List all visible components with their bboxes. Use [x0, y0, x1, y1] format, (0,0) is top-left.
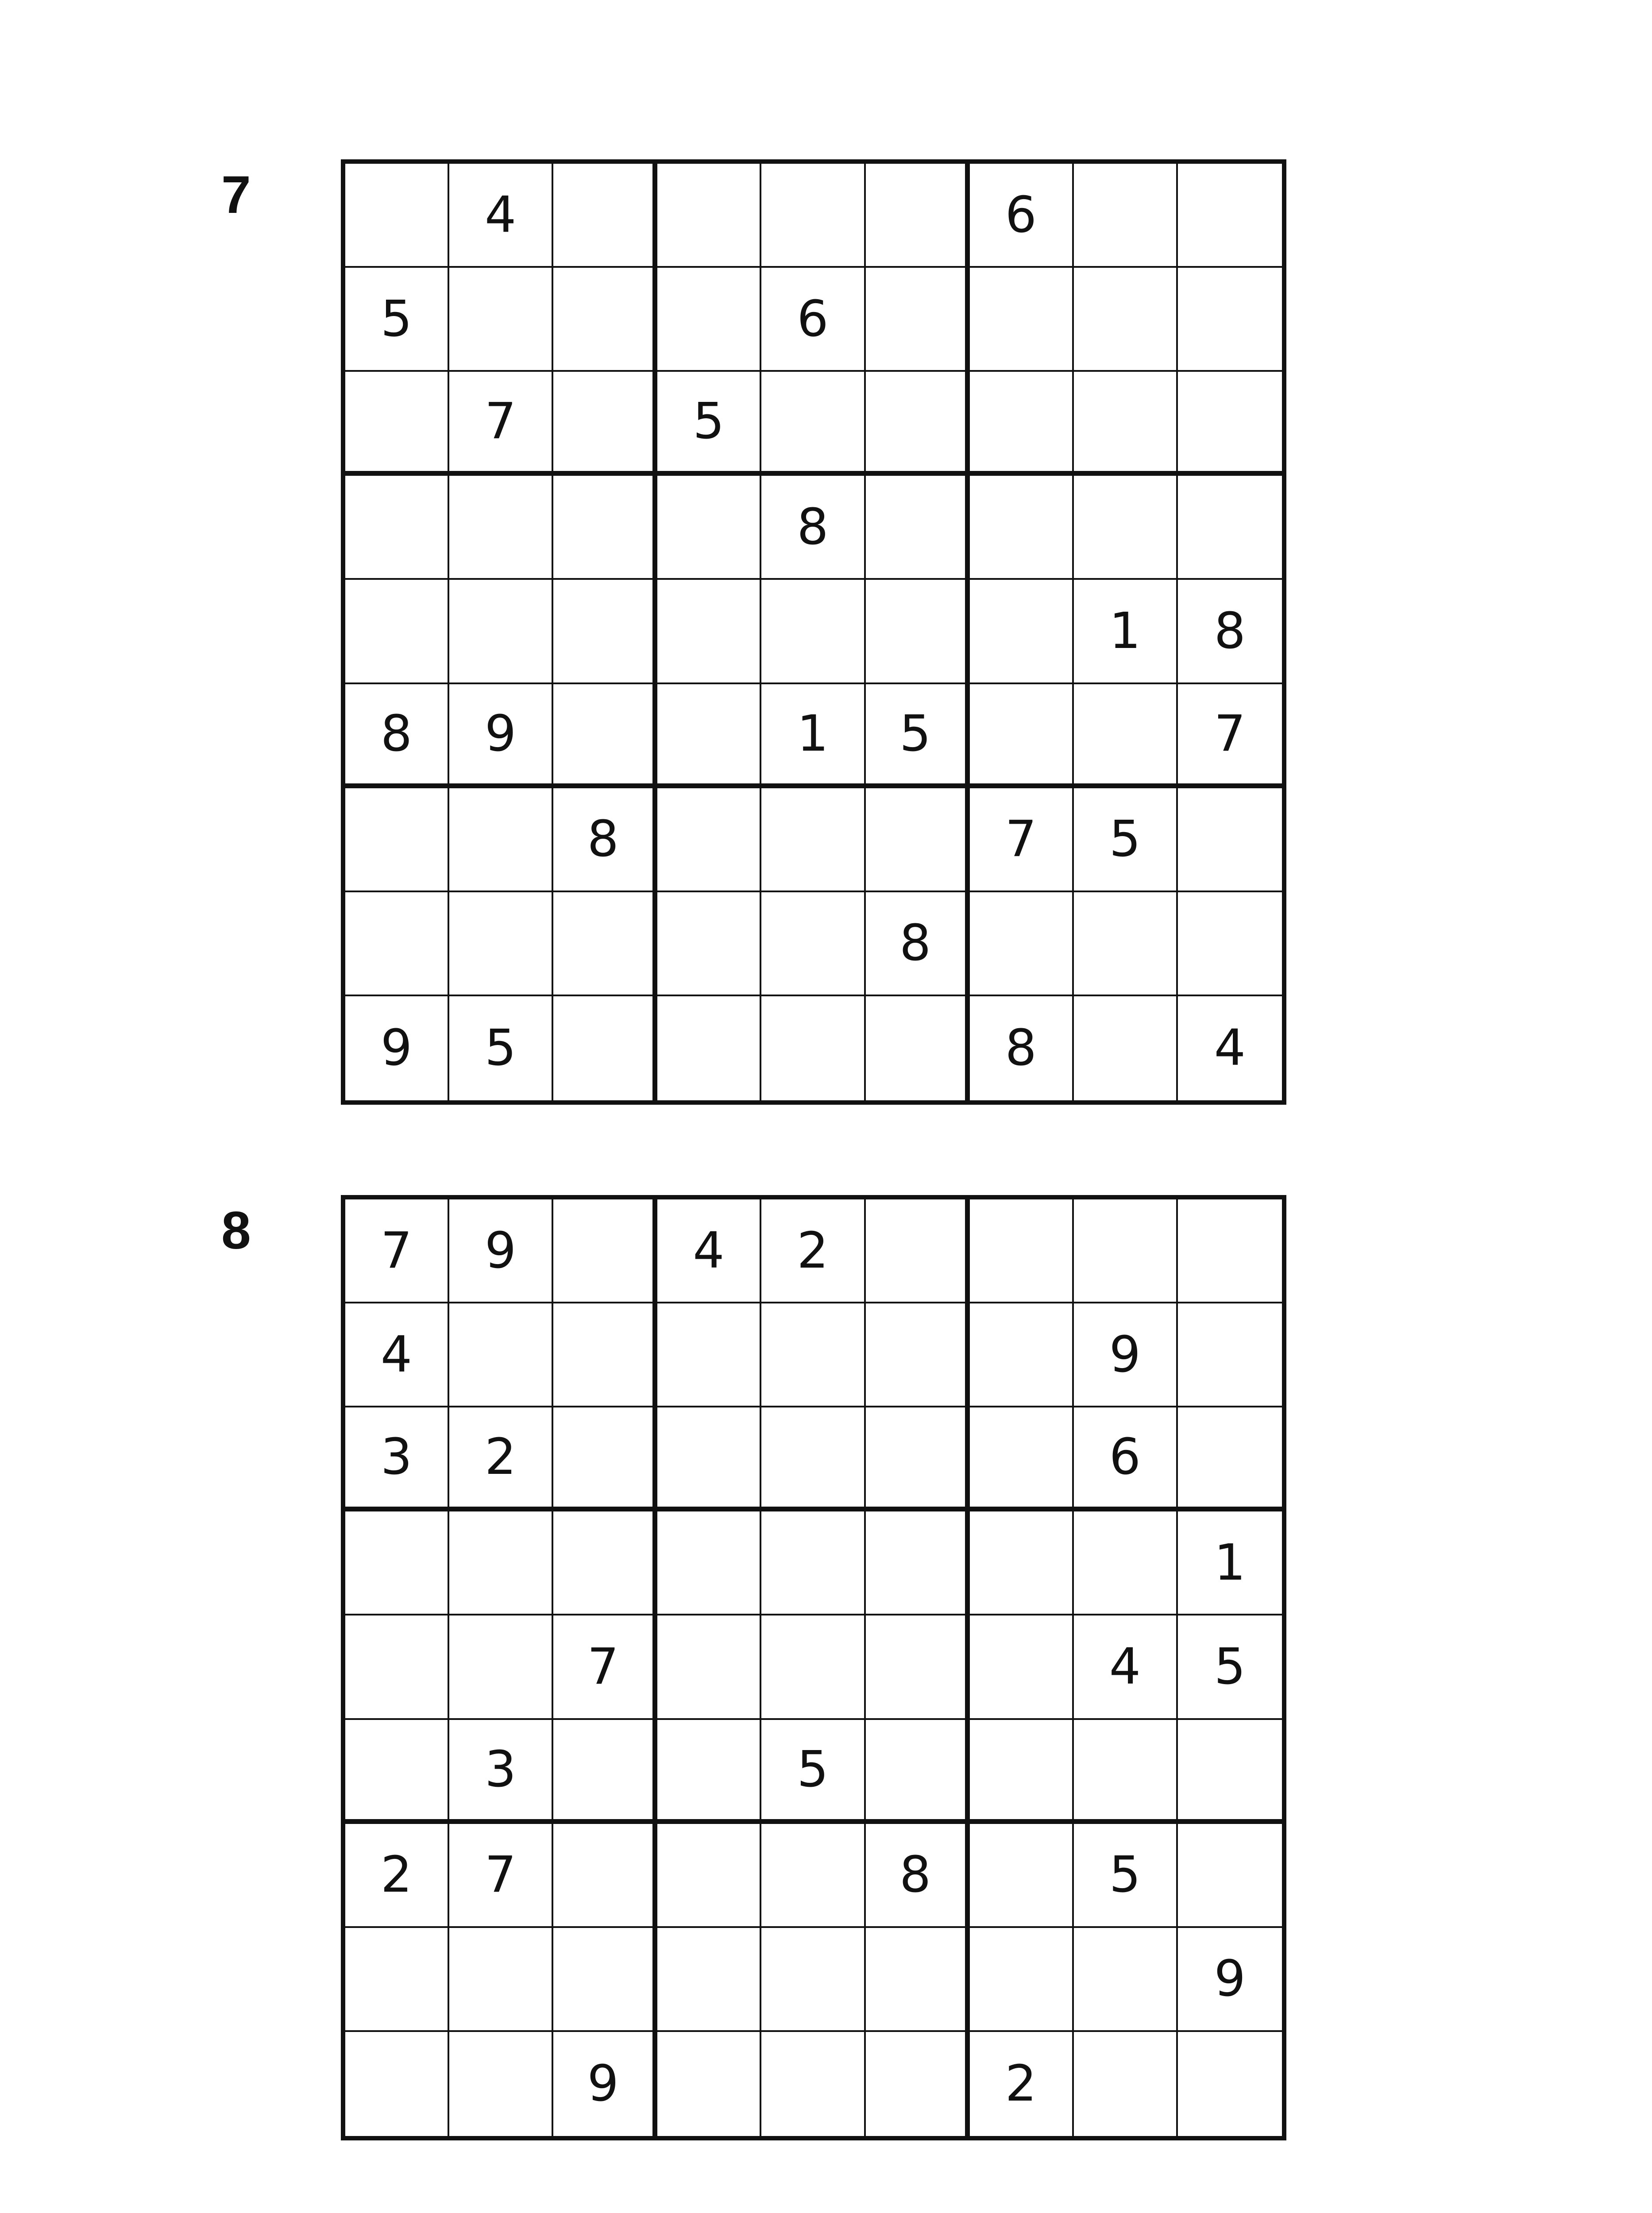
sudoku-cell — [761, 788, 865, 892]
sudoku-cell — [657, 1303, 761, 1407]
sudoku-cell: 8 — [761, 476, 865, 580]
sudoku-cell — [761, 1824, 865, 1928]
sudoku-cell — [553, 1199, 657, 1303]
sudoku-grid — [341, 159, 1286, 1105]
sudoku-cell: 3 — [449, 1720, 553, 1824]
sudoku-cell — [761, 1511, 865, 1615]
sudoku-cell — [970, 580, 1074, 684]
sudoku-cell — [761, 1615, 865, 1720]
sudoku-cell — [657, 1615, 761, 1720]
sudoku-cell — [553, 1407, 657, 1511]
sudoku-cell — [449, 1303, 553, 1407]
sudoku-cell — [553, 164, 657, 268]
sudoku-cell — [1178, 1303, 1282, 1407]
sudoku-cell: 5 — [761, 1720, 865, 1824]
sudoku-cell — [970, 1824, 1074, 1928]
sudoku-cell — [1178, 788, 1282, 892]
sudoku-cell — [1074, 476, 1178, 580]
sudoku-cell — [1178, 1199, 1282, 1303]
sudoku-cell — [761, 996, 865, 1100]
sudoku-cell — [1074, 372, 1178, 476]
sudoku-cell: 8 — [553, 788, 657, 892]
sudoku-cell — [970, 1511, 1074, 1615]
sudoku-cell: 1 — [1074, 580, 1178, 684]
sudoku-puzzle-8 — [0, 1195, 1652, 2160]
sudoku-cell: 8 — [345, 684, 449, 788]
sudoku-cell — [345, 2032, 449, 2136]
sudoku-cell — [553, 1511, 657, 1615]
sudoku-cell — [866, 372, 970, 476]
sudoku-cell — [866, 476, 970, 580]
sudoku-grid — [341, 1195, 1286, 2140]
sudoku-cell: 5 — [345, 268, 449, 372]
sudoku-cell — [1074, 1928, 1178, 2032]
sudoku-cell — [657, 164, 761, 268]
sudoku-cell — [553, 1824, 657, 1928]
sudoku-cell — [553, 892, 657, 996]
sudoku-cell — [1178, 164, 1282, 268]
sudoku-cell — [866, 2032, 970, 2136]
sudoku-cell — [1074, 1511, 1178, 1615]
sudoku-cell — [866, 1720, 970, 1824]
sudoku-cell: 5 — [449, 996, 553, 1100]
sudoku-cell — [761, 372, 865, 476]
sudoku-cell: 4 — [657, 1199, 761, 1303]
sudoku-cell: 5 — [1074, 788, 1178, 892]
sudoku-cell: 7 — [345, 1199, 449, 1303]
sudoku-cell — [866, 1407, 970, 1511]
sudoku-cell — [1178, 1720, 1282, 1824]
sudoku-cell — [345, 164, 449, 268]
sudoku-cell — [553, 684, 657, 788]
sudoku-cell — [1178, 1407, 1282, 1511]
sudoku-cell — [866, 996, 970, 1100]
sudoku-cell — [866, 1615, 970, 1720]
sudoku-cell — [449, 1511, 553, 1615]
sudoku-cell — [449, 788, 553, 892]
sudoku-cell — [449, 476, 553, 580]
sudoku-cell — [1074, 164, 1178, 268]
sudoku-cell: 3 — [345, 1407, 449, 1511]
sudoku-cell — [449, 1928, 553, 2032]
sudoku-cell: 7 — [449, 372, 553, 476]
sudoku-cell — [449, 892, 553, 996]
sudoku-cell: 8 — [866, 1824, 970, 1928]
sudoku-cell — [970, 1928, 1074, 2032]
sudoku-cell — [657, 476, 761, 580]
sudoku-cell — [657, 892, 761, 996]
sudoku-cell — [657, 2032, 761, 2136]
sudoku-cell — [970, 1303, 1074, 1407]
sudoku-cell: 8 — [1178, 580, 1282, 684]
sudoku-cell — [970, 268, 1074, 372]
sudoku-cell: 5 — [866, 684, 970, 788]
sudoku-cell — [970, 1407, 1074, 1511]
sudoku-cell — [449, 2032, 553, 2136]
sudoku-cell: 4 — [449, 164, 553, 268]
sudoku-cell: 9 — [1178, 1928, 1282, 2032]
sudoku-cell — [1178, 1824, 1282, 1928]
sudoku-cell — [657, 1407, 761, 1511]
sudoku-cell: 7 — [449, 1824, 553, 1928]
sudoku-cell — [1074, 892, 1178, 996]
sudoku-cell: 4 — [1214, 1019, 1246, 1077]
sudoku-cell: 7 — [1178, 684, 1282, 788]
sudoku-cell: 5 — [657, 372, 761, 476]
sudoku-puzzle-7 — [0, 159, 1652, 1124]
sudoku-cell: 6 — [761, 268, 865, 372]
sudoku-cell — [866, 1303, 970, 1407]
sudoku-cell — [345, 1928, 449, 2032]
sudoku-cell — [866, 1199, 970, 1303]
puzzle-number: 7 — [221, 165, 251, 224]
sudoku-cell: 4 — [1074, 1615, 1178, 1720]
sudoku-cell — [657, 580, 761, 684]
sudoku-cell — [449, 1615, 553, 1720]
sudoku-cell — [657, 1720, 761, 1824]
sudoku-cell: 2 — [970, 2032, 1074, 2136]
sudoku-cell — [657, 1824, 761, 1928]
sudoku-cell: 7 — [553, 1615, 657, 1720]
sudoku-cell — [345, 892, 449, 996]
sudoku-cell — [1178, 892, 1282, 996]
sudoku-cell — [1178, 268, 1282, 372]
sudoku-cell — [553, 1303, 657, 1407]
sudoku-cell — [1074, 2032, 1178, 2136]
sudoku-cell — [345, 788, 449, 892]
sudoku-cell: 8 — [866, 892, 970, 996]
sudoku-cell — [970, 892, 1074, 996]
sudoku-cell — [761, 1303, 865, 1407]
sudoku-cell — [553, 580, 657, 684]
sudoku-cell: 9 — [553, 2032, 657, 2136]
sudoku-cell — [761, 1928, 865, 2032]
sudoku-cell — [345, 1720, 449, 1824]
sudoku-cell — [657, 1928, 761, 2032]
sudoku-cell — [345, 580, 449, 684]
sudoku-cell — [866, 164, 970, 268]
sudoku-cell: 6 — [970, 164, 1074, 268]
sudoku-cell — [657, 996, 761, 1100]
sudoku-cell: 7 — [970, 788, 1074, 892]
sudoku-cell — [866, 1928, 970, 2032]
sudoku-cell — [657, 1511, 761, 1615]
sudoku-cell: 9 — [449, 684, 553, 788]
sudoku-cell — [866, 1511, 970, 1615]
sudoku-cell: 9 — [345, 996, 449, 1100]
sudoku-cell — [761, 2032, 865, 2136]
sudoku-cell — [345, 476, 449, 580]
sudoku-cell: 8 — [970, 996, 1074, 1100]
sudoku-cell — [553, 1928, 657, 2032]
sudoku-cell: 2 — [761, 1199, 865, 1303]
sudoku-cell — [1178, 372, 1282, 476]
sudoku-cell: 9 — [1074, 1303, 1178, 1407]
sudoku-cell — [970, 1199, 1074, 1303]
sudoku-cell — [657, 684, 761, 788]
sudoku-cell — [970, 684, 1074, 788]
sudoku-cell — [1074, 684, 1178, 788]
sudoku-cell: 9 — [449, 1199, 553, 1303]
sudoku-cell — [761, 892, 865, 996]
sudoku-cell: 5 — [1074, 1824, 1178, 1928]
sudoku-cell: 5 — [1178, 1615, 1282, 1720]
puzzle-number: 8 — [221, 1201, 251, 1260]
sudoku-cell — [970, 1615, 1074, 1720]
sudoku-cell — [1178, 476, 1282, 580]
sudoku-cell — [553, 1720, 657, 1824]
sudoku-cell — [1074, 1199, 1178, 1303]
sudoku-cell — [761, 164, 865, 268]
sudoku-cell — [657, 788, 761, 892]
sudoku-cell: 1 — [1178, 1511, 1282, 1615]
sudoku-cell — [657, 268, 761, 372]
sudoku-cell — [553, 996, 657, 1100]
sudoku-cell — [449, 268, 553, 372]
sudoku-cell — [970, 372, 1074, 476]
sudoku-cell — [449, 580, 553, 684]
sudoku-cell — [553, 268, 657, 372]
sudoku-cell — [761, 1407, 865, 1511]
sudoku-cell — [866, 580, 970, 684]
sudoku-cell: 4 — [345, 1303, 449, 1407]
sudoku-cell — [345, 372, 449, 476]
sudoku-cell — [866, 268, 970, 372]
sudoku-cell: 1 — [761, 684, 865, 788]
sudoku-cell — [761, 580, 865, 684]
sudoku-cell — [970, 476, 1074, 580]
sudoku-cell — [345, 1615, 449, 1720]
sudoku-cell — [1074, 268, 1178, 372]
sudoku-cell — [1074, 996, 1178, 1100]
sudoku-cell: 6 — [1074, 1407, 1178, 1511]
sudoku-cell — [553, 372, 657, 476]
sudoku-cell — [1074, 1720, 1178, 1824]
sudoku-cell: 2 — [345, 1824, 449, 1928]
sudoku-cell — [970, 1720, 1074, 1824]
sudoku-cell — [866, 788, 970, 892]
sudoku-cell — [553, 476, 657, 580]
sudoku-cell — [1178, 2032, 1282, 2136]
sudoku-cell: 2 — [449, 1407, 553, 1511]
sudoku-cell — [345, 1511, 449, 1615]
